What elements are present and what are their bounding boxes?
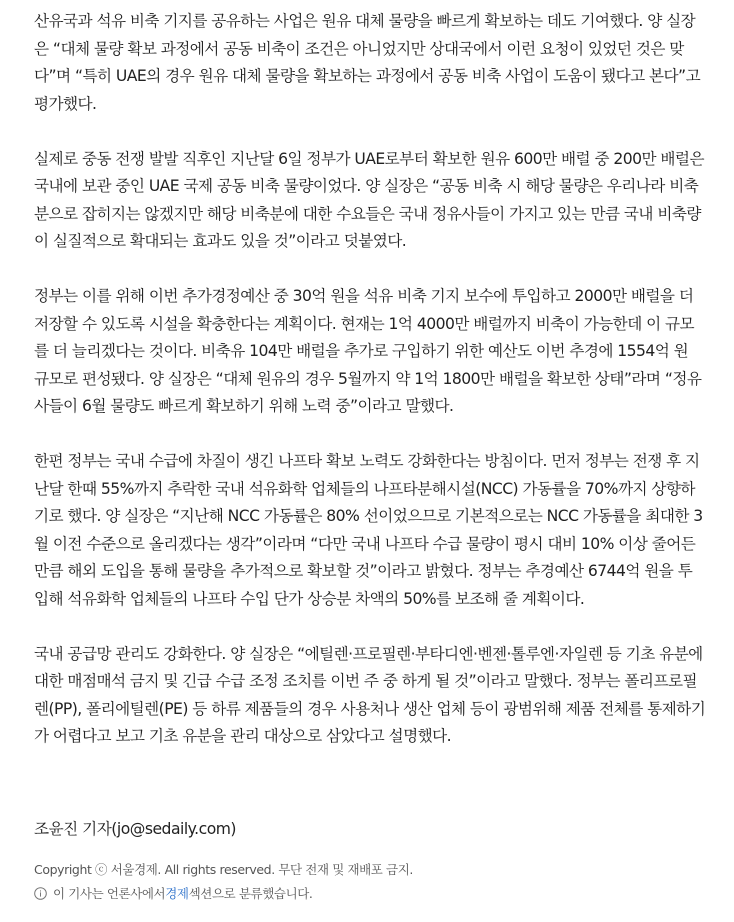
article-paragraph: 실제로 중동 전쟁 발발 직후인 지난달 6일 정부가 UAE로부터 확보한 원유 600만 배럴 중 200만 배럴은 국내에 보관 중인 UAE 국제 공동 비축 물량이었다. 양 실장은 “공동 비축 시 해당 물량은 우리나라 비축분으로 잡히지는 않겠지만 해당 비축분에 대한 수요들은 국내 정유사들이 가지고 있는 만큼 국내 비축량이 실질적으로 확대되는 효과도 있을 것”이라고 덧붙였다. — [34, 149, 704, 250]
article-body — [34, 8, 706, 751]
article-paragraph: 한편 정부는 국내 수급에 차질이 생긴 나프타 확보 노력도 강화한다는 방침이다. 먼저 정부는 전쟁 후 지난달 한때 55%까지 추락한 국내 석유화학 업체들의 나프타분해시설(NCC) 가동률을 70%까지 상향하기로 했다. 양 실장은 “지난해 NCC 가동률은 80% 선이었으므로 기본적으로는 NCC 가동률을 최대한 3월 이전 수준으로 올리겠다는 생각”이라며 “다만 국내 나프타 수급 물량이 평시 대비 10% 이상 줄어든 만큼 해외 도입을 통해 물량을 추가적으로 확보할 것”이라고 밝혔다. 정부는 추경예산 6744억 원을 투입해 석유화학 업체들의 나프타 수입 단가 상승분 차액의 50%를 보조해 줄 계획이다. — [34, 452, 703, 608]
article-paragraph: 정부는 이를 위해 이번 추가경정예산 중 30억 원을 석유 비축 기지 보수에 투입하고 2000만 배럴을 더 저장할 수 있도록 시설을 확충한다는 계획이다. 현재는 1억 4000만 배럴까지 비축이 가능한데 이 규모를 더 늘리겠다는 것이다. 비축유 104만 배럴을 추가로 구입하기 위한 예산도 이번 추경에 1554억 원 규모로 편성됐다. 양 실장은 “대체 원유의 경우 5월까지 약 1억 1800만 배럴을 확보한 상태”라며 “정유사들이 6월 물량도 빠르게 확보하기 위해 노력 중”이라고 말했다. — [34, 287, 702, 415]
copyright-notice: Copyright ⓒ 서울경제. All rights reserved. 무단 전재 및 재배포 금지. — [34, 862, 413, 877]
section-link-economy[interactable]: 경제 — [165, 886, 189, 901]
reporter-byline: 조윤진 기자(jo@sedaily.com) — [34, 820, 237, 838]
section-classification-notice — [34, 884, 313, 902]
notice-text-suffix: 섹션으로 분류했습니다. — [188, 886, 313, 901]
article-paragraph: 산유국과 석유 비축 기지를 공유하는 사업은 원유 대체 물량을 빠르게 확보하는 데도 기여했다. 양 실장은 “대체 물량 확보 과정에서 공동 비축이 조건은 아니었지만 상대국에서 이런 요청이 있었던 것은 맞다”며 “특히 UAE의 경우 원유 대체 물량을 확보하는 과정에서 공동 비축 사업이 도움이 됐다고 본다”고 평가했다. — [34, 12, 701, 113]
info-circle-icon — [34, 887, 47, 900]
notice-text-prefix: 이 기사는 언론사에서 — [53, 886, 166, 901]
article-paragraph: 국내 공급망 관리도 강화한다. 양 실장은 “에틸렌·프로필렌·부타디엔·벤젠·톨루엔·자일렌 등 기초 유분에 대한 매점매석 금지 및 긴급 수급 조정 조치를 이번 주 중 하게 될 것”이라고 말했다. 정부는 폴리프로필렌(PP), 폴리에틸렌(PE) 등 하류 제품들의 경우 사용처나 생산 업체 등이 광범위해 제품 전체를 통제하기가 어렵다고 보고 기초 유분을 관리 대상으로 삼았다고 설명했다. — [34, 644, 706, 745]
